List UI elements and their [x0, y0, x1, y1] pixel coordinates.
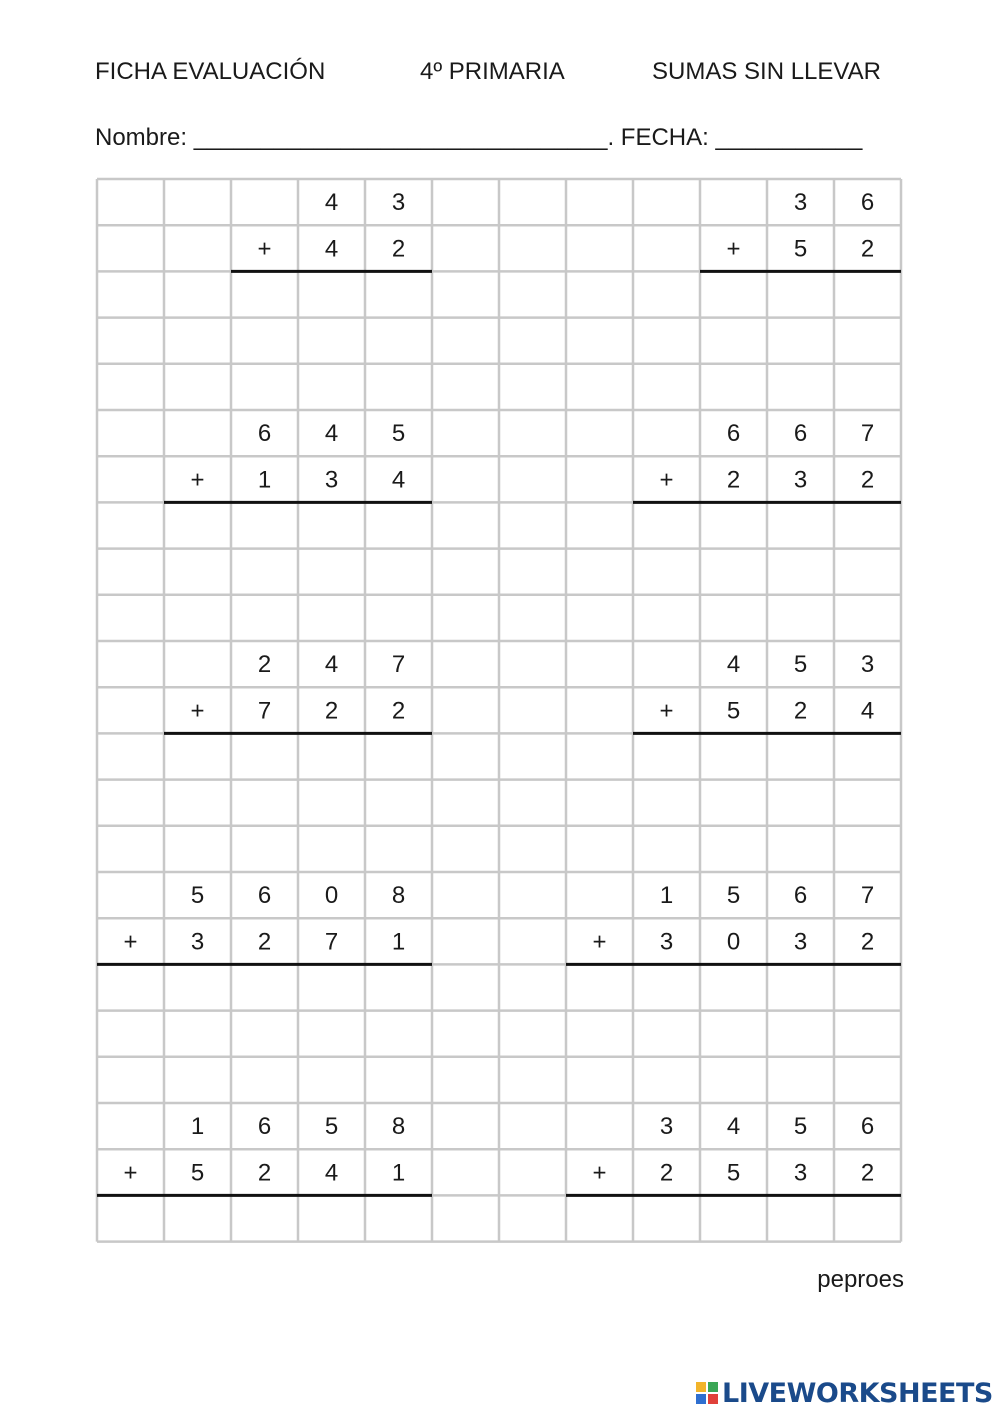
- worksheet-title: FICHA EVALUACIÓN: [95, 58, 326, 85]
- plus-sign: +: [257, 235, 272, 263]
- plus-sign: +: [726, 235, 741, 263]
- addend-bottom-digit: 5: [726, 1159, 741, 1187]
- addend-bottom-digit: 3: [793, 466, 808, 494]
- liveworksheets-logo: [696, 1376, 993, 1410]
- addend-bottom-digit: 2: [860, 1159, 875, 1187]
- addend-bottom-digit: 2: [257, 928, 272, 956]
- addend-bottom-digit: 3: [324, 466, 339, 494]
- author-credit: peproes: [817, 1266, 904, 1293]
- addend-bottom-digit: 2: [659, 1159, 674, 1187]
- logo-blocks-icon: [696, 1382, 718, 1404]
- addend-bottom-digit: 3: [793, 928, 808, 956]
- addend-top-digit: 5: [391, 420, 406, 448]
- addend-top-digit: 7: [391, 651, 406, 679]
- addend-top-digit: 4: [726, 1113, 741, 1141]
- addend-top-digit: 2: [257, 651, 272, 679]
- addend-top-digit: 1: [190, 1113, 205, 1141]
- plus-sign: +: [659, 697, 674, 725]
- addend-top-digit: 3: [793, 189, 808, 217]
- plus-sign: +: [659, 466, 674, 494]
- addend-bottom-digit: 5: [190, 1159, 205, 1187]
- addend-top-digit: 7: [860, 882, 875, 910]
- addend-bottom-digit: 3: [190, 928, 205, 956]
- addend-top-digit: 3: [860, 651, 875, 679]
- addend-bottom-digit: 7: [257, 697, 272, 725]
- addend-top-digit: 6: [793, 420, 808, 448]
- addend-top-digit: 6: [257, 420, 272, 448]
- plus-sign: +: [123, 1159, 138, 1187]
- addend-top-digit: 4: [324, 651, 339, 679]
- addend-top-digit: 6: [860, 189, 875, 217]
- addend-bottom-digit: 2: [391, 235, 406, 263]
- addend-bottom-digit: 4: [324, 1159, 339, 1187]
- addend-bottom-digit: 2: [793, 697, 808, 725]
- addend-bottom-digit: 4: [324, 235, 339, 263]
- addend-top-digit: 4: [324, 189, 339, 217]
- topic-label: SUMAS SIN LLEVAR: [652, 58, 881, 85]
- addend-bottom-digit: 2: [391, 697, 406, 725]
- addend-top-digit: 6: [257, 882, 272, 910]
- name-date-line: Nombre: _______________________________. FECHA: ___________: [95, 124, 863, 151]
- addend-top-digit: 5: [726, 882, 741, 910]
- plus-sign: +: [592, 1159, 607, 1187]
- addend-top-digit: 0: [324, 882, 339, 910]
- addend-bottom-digit: 5: [726, 697, 741, 725]
- addend-top-digit: 1: [659, 882, 674, 910]
- addend-bottom-digit: 2: [726, 466, 741, 494]
- plus-sign: +: [190, 466, 205, 494]
- addend-bottom-digit: 1: [257, 466, 272, 494]
- plus-sign: +: [190, 697, 205, 725]
- addend-bottom-digit: 3: [793, 1159, 808, 1187]
- addend-bottom-digit: 2: [860, 235, 875, 263]
- addend-bottom-digit: 2: [860, 928, 875, 956]
- addend-top-digit: 6: [793, 882, 808, 910]
- addend-top-digit: 4: [324, 420, 339, 448]
- addend-bottom-digit: 2: [324, 697, 339, 725]
- addend-bottom-digit: 2: [257, 1159, 272, 1187]
- addend-top-digit: 5: [793, 651, 808, 679]
- grade-label: 4º PRIMARIA: [420, 58, 565, 85]
- addend-bottom-digit: 5: [793, 235, 808, 263]
- addend-top-digit: 8: [391, 882, 406, 910]
- addend-top-digit: 6: [860, 1113, 875, 1141]
- addend-top-digit: 3: [391, 189, 406, 217]
- addend-top-digit: 6: [257, 1113, 272, 1141]
- plus-sign: +: [123, 928, 138, 956]
- addend-top-digit: 5: [324, 1113, 339, 1141]
- addend-bottom-digit: 4: [860, 697, 875, 725]
- addend-bottom-digit: 7: [324, 928, 339, 956]
- addend-bottom-digit: 3: [659, 928, 674, 956]
- addend-top-digit: 8: [391, 1113, 406, 1141]
- addend-top-digit: 5: [190, 882, 205, 910]
- addend-bottom-digit: 1: [391, 928, 406, 956]
- addend-bottom-digit: 2: [860, 466, 875, 494]
- addend-top-digit: 5: [793, 1113, 808, 1141]
- addend-top-digit: 3: [659, 1113, 674, 1141]
- addend-bottom-digit: 1: [391, 1159, 406, 1187]
- addend-bottom-digit: 4: [391, 466, 406, 494]
- addend-top-digit: 7: [860, 420, 875, 448]
- logo-text: LIVEWORKSHEETS: [722, 1377, 993, 1409]
- plus-sign: +: [592, 928, 607, 956]
- addend-bottom-digit: 0: [726, 928, 741, 956]
- addend-top-digit: 6: [726, 420, 741, 448]
- addend-top-digit: 4: [726, 651, 741, 679]
